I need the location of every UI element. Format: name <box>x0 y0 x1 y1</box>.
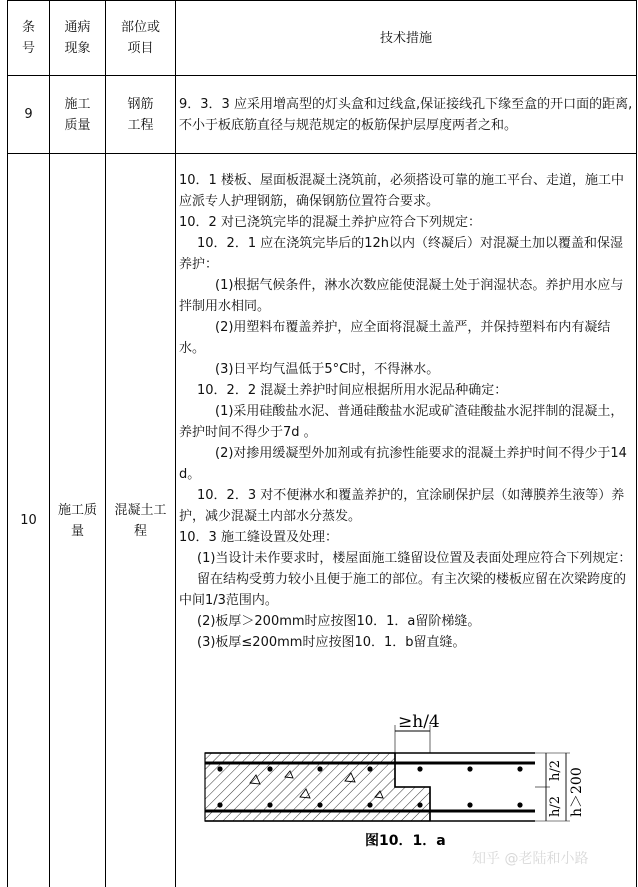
row9-symptom <box>50 76 105 153</box>
row10-symptom-line1: 施工质 <box>57 502 97 518</box>
table-border-right <box>636 0 637 887</box>
header-measures-label: 技术措施 <box>379 30 432 46</box>
measure-10-3-item2: (2)板厚＞200mm时应按图10．1．a留阶梯缝。 <box>197 614 481 629</box>
header-part-line2: 项目 <box>127 41 154 56</box>
measure-10-2-2: 10．2．2 混凝土养护时间应根据所用水泥品种确定： <box>197 383 508 398</box>
measure-10-2-1-item1: (1)根据气候条件，淋水次数应能使混凝土处于润湿状态。养护用水应与拌制用水相同。 <box>179 278 624 314</box>
row9-symptom-line1: 施工 <box>64 96 91 112</box>
row9-measures <box>179 94 633 136</box>
header-no-line1: 条 <box>21 20 35 35</box>
header-part-line1: 部位或 <box>120 20 160 35</box>
dim-total: h＞200 <box>569 767 585 817</box>
dim-half-bottom: h/2 <box>548 795 563 817</box>
measure-10-2-2-item1: (1)采用硅酸盐水泥、普通硅酸盐水泥或矿渣硅酸盐水泥拌制的混凝土，养护时间不得少于7d 。 <box>179 404 624 440</box>
measure-10-2: 10．2 对已浇筑完毕的混凝土养护应符合下列规定： <box>179 215 481 230</box>
measure-10-2-2-item2: (2)对掺用缓凝型外加剂或有抗渗性能要求的混凝土养护时间不得少于14d。 <box>179 446 627 482</box>
header-symptom <box>50 1 105 75</box>
row9-no <box>8 76 49 153</box>
header-symptom-line1: 通病 <box>64 20 91 35</box>
measure-10-3-item1-detail: 留在结构受剪力较小且便于施工的部位。有主次梁的楼板应留在次梁跨度的中间1/3范围内。 <box>179 572 627 608</box>
row9-no-value: 9 <box>24 107 33 122</box>
row9-part-line2: 工程 <box>127 117 154 133</box>
measure-10-3: 10．3 施工缝设置及处理： <box>179 530 338 545</box>
measure-10-3-item3: (3)板厚≤200mm时应按图10．1．b留直缝。 <box>197 635 466 650</box>
measure-10-1: 10．1 楼板、屋面板混凝土浇筑前，必须搭设可靠的施工平台、走道，施工中应派专人护理钢筋，确保钢筋位置符合要求。 <box>179 173 624 209</box>
header-measures <box>176 1 636 75</box>
watermark: 知乎 @老陆和小路 <box>472 851 589 867</box>
row10-part <box>106 154 175 887</box>
measure-10-2-3: 10．2．3 对不便淋水和覆盖养护的，宜涂刷保护层（如薄膜养生液等）养护，减少混凝土内部水分蒸发。 <box>179 488 625 524</box>
row9-measure-text: 9．3．3 应采用增高型的灯头盒和过线盒,保证接线孔下缘至盒的开口面的距离,不小于板底筋直径与规范规定的板筋保护层厚度两者之和。 <box>179 97 633 133</box>
measure-10-2-1: 10．2．1 应在浇筑完毕后的12h以内（终凝后）对混凝土加以覆盖和保湿养护： <box>179 236 623 272</box>
row10-symptom <box>50 154 105 887</box>
row10-no-value: 10 <box>20 513 37 528</box>
row10-part-line1: 混凝土工 <box>114 502 167 518</box>
top-dim-label: ≥h/4 <box>398 712 440 732</box>
figure-caption: 图10．1．a <box>365 833 446 849</box>
dim-half-top: h/2 <box>548 759 563 781</box>
row10-measures <box>179 170 633 653</box>
row9-symptom-line2: 质量 <box>64 117 91 133</box>
header-part <box>106 1 175 75</box>
row10-no <box>8 154 49 887</box>
measure-10-2-1-item3: (3)日平均气温低于5°C时，不得淋水。 <box>215 362 440 377</box>
measure-10-3-item1: (1)当设计未作要求时，楼屋面施工缝留设位置及表面处理应符合下列规定： <box>197 551 632 566</box>
construction-joint-figure <box>190 705 630 850</box>
row9-part <box>106 76 175 153</box>
column-divider-3 <box>175 0 176 887</box>
header-symptom-line2: 现象 <box>64 41 91 56</box>
row9-part-line1: 钢筋 <box>127 96 154 112</box>
row10-part-line2: 程 <box>133 523 147 539</box>
header-no-line2: 号 <box>21 41 35 56</box>
header-no <box>8 1 49 75</box>
measure-10-2-1-item2: (2)用塑料布覆盖养护，应全面将混凝土盖严，并保持塑料布内有凝结水。 <box>179 320 611 356</box>
row10-symptom-line2: 量 <box>70 523 84 539</box>
